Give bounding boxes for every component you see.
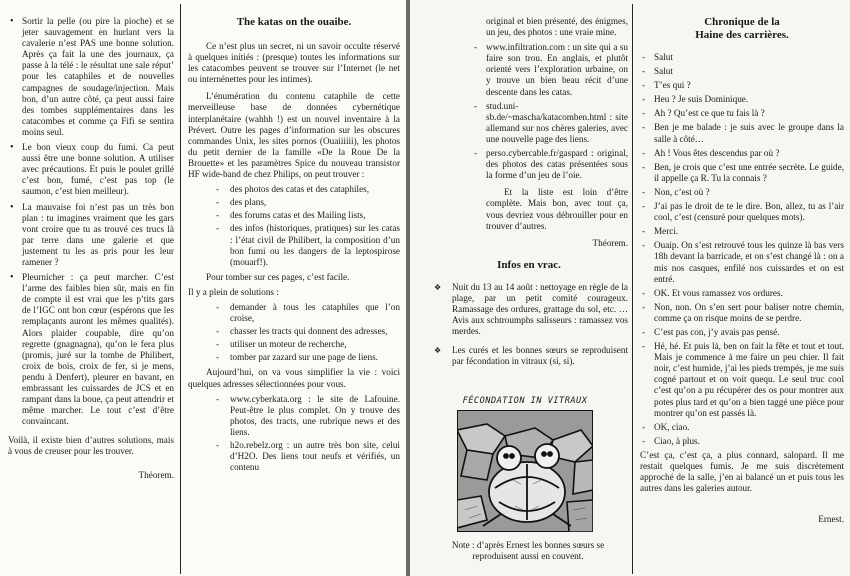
dialogue-line: - Ouaip. On s’est retrouvé tous les quinze là bas vers 18h devant la barricade, et on s’est changé là : on a mis nos casques, enfilé nos cuissardes et on est entré. xyxy=(640,240,844,284)
closing-paragraph: C’est ça, c’est ça, a plus connard, salopard. Il me restait quelques fumis. Je me suis discrètement approché de la salle, j’en ai balancé un et puis tous les autres dans les galeries autour. xyxy=(640,449,844,494)
list-item: - utiliser un moteur de recherche, xyxy=(216,339,400,350)
right-column-2 xyxy=(640,16,844,529)
signature: Théorem. xyxy=(592,237,628,248)
right-column-1 xyxy=(430,16,628,375)
continued-text: original et bien présenté, des énigmes, un jeu, des photos : une vraie mine. xyxy=(486,16,628,38)
column-divider xyxy=(632,4,633,574)
paragraph: Pour tomber sur ces pages, c’est facile. xyxy=(206,271,350,282)
dialogue-line: - J’ai pas le droit de te le dire. Bon, allez, tu as l’air cool, c’est (censuré pour quelques mots). xyxy=(640,201,844,223)
dialogue-line: - Hé, hé. Et puis là, ben on fait la fête et tout et tout. Mais je commence à me faire un peu chier. Il fait noir, c’est humide, j’ai les pieds trempés, je me suis cogné partout et on voit quequ. Le seul truc cool c’est qu’on a pu récupérer des os pour montrer aux potes plus tard et qu’on a bien taggé une pièce pour montrer qu’on est passés là. xyxy=(640,341,844,419)
left-page xyxy=(0,0,408,576)
section-title: The katas on the ouaibe. xyxy=(236,16,352,28)
stained-glass-illustration xyxy=(452,396,598,536)
list-item: • Le bon vieux coup du fumi. Ca peut aussi être une bonne solution. A utiliser avec précautions. Et puis le poulet grillé c’est bon, fumé, c’est pas top (le saumon, c’est bien meilleur). xyxy=(8,142,174,197)
left-column-1 xyxy=(8,16,174,485)
list-item: - www.infiltration.com : un site qui a su faire son trou. En anglais, et plutôt orienté vers l’exploration urbaine, on y trouve un bien beau récit d’une descente dans les catas. xyxy=(472,42,628,97)
illustration-note xyxy=(430,540,626,566)
list-item: - h2o.rebelz.org : un autre très bon site, celui d’H2O. Des liens tout neufs et vérifiés, un contenu xyxy=(216,440,400,473)
signature: Ernest. xyxy=(818,514,844,525)
illustration-caption: FÉCONDATION IN VITRAUX xyxy=(462,396,588,406)
paragraph: Aujourd’hui, on va vous simplifier la vie : voici quelques adresses sélectionnées pour vous. xyxy=(188,367,400,389)
column-divider xyxy=(180,4,181,574)
list-item: • Sortir la pelle (ou pire la pioche) et se jeter sauvagement en hurlant vers la cavalerie n’est PAS une bonne solution. Après ça fait la une des journaux, ça passe à la télé : le résultat une sale réput’ pour les cataphiles et de nouvelles campagnes de soudage/injection. Mais bon, d’un autre côté, ça peut aussi faire des tombes supplémentaires dans les catacombes et comme ça Fifi se sentira moins seul. xyxy=(8,16,174,138)
dialogue-list xyxy=(640,52,844,447)
stained-glass-image xyxy=(457,410,593,532)
dialogue-line: - Merci. xyxy=(640,226,844,237)
dialogue-line: - OK. Et vous ramassez vos ordures. xyxy=(640,288,844,299)
paragraph: L’énumération du contenu cataphile de cette merveilleuse base de données cybernétique interplanétaire (wahhh !) est un nouvel inventaire à la Prévert. Outre les pages d’information sur les obscures commandes Unix, les sites pornos (Ouaiiiiii), les photos du petit dernier de la famille «De la Roue De la Brouette» et les paramètres Spice du nouveau transistor HF wide-band de chez Philips, on peut trouver : xyxy=(188,91,400,180)
list-item: - www.cyberkata.org : le site de Lafouine. Peut-être le plus complet. On y trouve des photos, des tracts, une rubrique news et des liens. xyxy=(216,394,400,438)
address-list xyxy=(188,394,400,474)
left-column-2 xyxy=(188,16,400,477)
paragraph: Il y a plein de solutions : xyxy=(188,286,279,297)
dialogue-line: - C’est pas con, j’y avais pas pensé. xyxy=(640,327,844,338)
paragraph: Et la liste est loin d’être complète. Mais bon, avec tout ça, vous devriez vous débrouiller pour en trouver d’autres. xyxy=(486,187,628,231)
dialogue-line: - Ah ! Vous êtes descendus par où ? xyxy=(640,148,844,159)
list-item: - des infos (historiques, pratiques) sur les catas : l’état civil de Philibert, la composition d’un bon fumi ou les dangers de la leptospirose (mouarf!). xyxy=(216,223,400,267)
dialogue-line: - Ciao, à plus. xyxy=(640,436,844,447)
paragraph: Ce n’est plus un secret, ni un savoir occulte réservé à quelques initiés : (presque) toutes les informations sur les catacombes peuvent se trouver sur l’Internet (le net ou internénettes pour les intimes). xyxy=(188,41,400,85)
list-item: - des forums catas et des Mailing lists, xyxy=(216,210,400,221)
dialogue-line: - Salut xyxy=(640,66,844,77)
dialogue-line: - Heu ? Je suis Dominique. xyxy=(640,94,844,105)
section-title: Chronique de la xyxy=(704,16,780,28)
list-item: ❖ Les curés et les bonnes sœurs se reproduisent par fécondation in vitraux (si, si). xyxy=(434,345,628,367)
list-item: - tomber par zazard sur une page de liens. xyxy=(216,352,400,363)
dialogue-line: - Non, c’est où ? xyxy=(640,187,844,198)
dialogue-line: - Salut xyxy=(640,52,844,63)
list-item: ❖ Nuit du 13 au 14 août : nettoyage en règle de la plage, par un petit comité courageux. Ramassage des ordures, grattage du sol, etc. … Avis aux schtroumphs salisseurs : ramassez vos merdes. xyxy=(434,282,628,337)
infos-list xyxy=(430,282,628,368)
dialogue-line: - Ah ? Qu’est ce que tu fais là ? xyxy=(640,108,844,119)
section-title: Haine des carrières. xyxy=(695,29,789,41)
note-caption: Note : d’après Ernest les bonnes sœurs se reproduisent aussi en couvent. xyxy=(451,540,605,562)
list-item: - perso.cybercable.fr/gaspard : original, des photos des catas présentées sous la forme d’un jeu de l’oie. xyxy=(472,148,628,181)
dialogue-line: - Non, non. On s’en sert pour baliser notre chemin, comme ça on risque moins de se perdre. xyxy=(640,302,844,324)
dialogue-line: - Ben, je crois que c’est une entrée secrète. Le guide, il appelle ça R. Tu la connais ? xyxy=(640,162,844,184)
list-item: - des photos des catas et des cataphiles, xyxy=(216,184,400,195)
signature: Théorem. xyxy=(138,469,174,480)
content-list xyxy=(188,184,400,268)
closing-paragraph: Voilà, il existe bien d’autres solutions, mais à vous de creuser pour les trouver. xyxy=(8,435,174,457)
solutions-list xyxy=(188,302,400,363)
list-item: - des plans, xyxy=(216,197,400,208)
dialogue-line: - Ben je me balade : je suis avec le groupe dans la salle à côté… xyxy=(640,122,844,144)
list-item: - demander à tous les cataphiles que l’on croise, xyxy=(216,302,400,324)
section-title: Infos en vrac. xyxy=(497,258,561,271)
list-item: - chasser les tracts qui donnent des adresses, xyxy=(216,326,400,337)
left-bullet-list xyxy=(8,16,174,427)
list-item: • Pleurnicher : ça peut marcher. C’est l’arme des faibles bien sûr, mais en fin de compte il est vrai que les p’tits gars de l’IGC ont bon cœur (espérons que les remplaçants auront les mêmes qualités). Alors plaider coupable, dire qu’on regrette (gnagnagna), qu’on le fera plus (promis, juré sur la tombe de Philibert, croix de bois, croix de fer, si je mens, pendu à Denfert), pleurer en bavant, en embrassant les cuissardes de JCS et en rampant dans la boue, ça peut attendrir et même marcher. Le tout c’est d’être convaincant. xyxy=(8,272,174,427)
list-item: • La mauvaise foi n’est pas un très bon plan : tu imagines vraiment que les gars vont croire que tu as trouvé ces trucs là par terre dans une galerie et que justement tu les as pris pour les leur ramener ? xyxy=(8,202,174,269)
dialogue-line: - T’es qui ? xyxy=(640,80,844,91)
list-item: - stud.uni-sb.de/~mascha/katacomben.html : site allemand sur nos chères galeries, avec une nouvelle page des liens. xyxy=(472,101,628,145)
dialogue-line: - OK, ciao. xyxy=(640,422,844,433)
address-list xyxy=(430,42,628,181)
